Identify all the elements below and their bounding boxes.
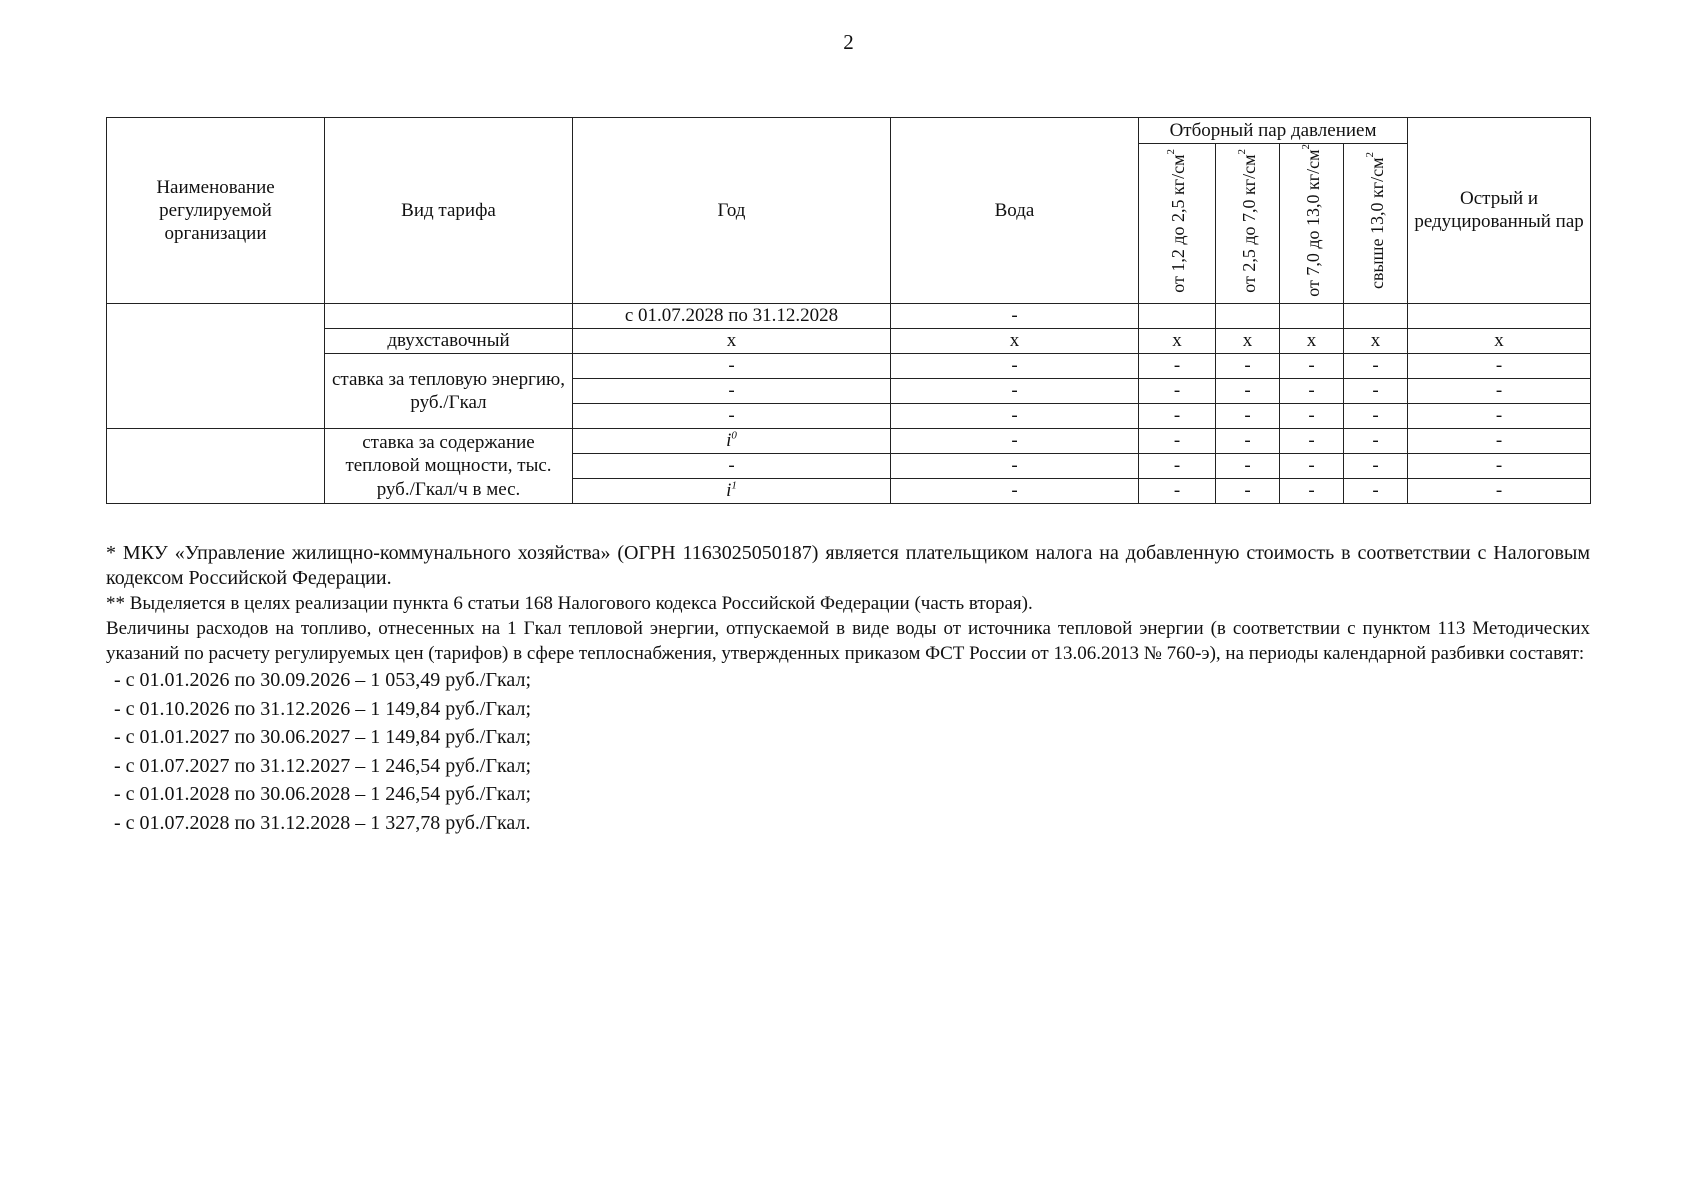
table-row: - - - - - - - (107, 378, 1591, 403)
org-cell (107, 303, 325, 428)
list-item: - с 01.01.2028 по 30.06.2028 – 1 246,54 руб./Гкал; (114, 783, 532, 805)
list-item: - с 01.07.2027 по 31.12.2027 – 1 246,54 руб./Гкал; (114, 754, 532, 777)
note-fuel-costs: Величины расходов на топливо, отнесенных на 1 Гкал тепловой энергии, отпускаемой в виде воды от источника тепловой энергии (в соответствии с пунктом 113 Методических указаний по расчету регулируемых цен (тарифов) в сфере теплоснабжения, утвержденных приказом ФСТ России от 13.06.2013 № 760-э), на периоды календарной разбивки составят: (106, 618, 1590, 664)
list-item: - с 01.01.2026 по 30.09.2026 – 1 053,49 руб./Гкал; (114, 669, 532, 691)
list-item: - с 01.01.2027 по 30.06.2027 – 1 149,84 руб./Гкал; (114, 726, 532, 748)
type-cell: двухставочный (325, 328, 573, 353)
table-row: - - - - - - - (107, 403, 1591, 428)
table-row: $i^1$ - - - - - - (107, 478, 1591, 503)
header-pressure-4: свыше 13,0 $кг/см^2$ (1344, 144, 1408, 304)
header-year: Год (573, 118, 891, 304)
table-row: двухставочный x x x x x x x (107, 328, 1591, 353)
table-row: - - - - - - - (107, 453, 1591, 478)
page-number: 2 (843, 30, 854, 54)
header-pressure-1: от 1,2 до 2,5 $кг/см^2$ (1139, 144, 1216, 304)
header-org: Наименование регулируемой организации (107, 118, 325, 304)
list-item: - с 01.07.2028 по 31.12.2028 – 1 327,78 руб./Гкал. (114, 811, 531, 834)
header-pressure-3: от 7,0 до 13,0 $кг/см^2$ (1280, 144, 1344, 304)
header-pressure-2: от 2,5 до 7,0 $кг/см^2$ (1216, 144, 1280, 304)
type-cell: ставка за содержание тепловой мощности, тыс. руб./Гкал/ч в мес. (325, 428, 573, 503)
notes-section (106, 541, 1590, 837)
header-steam-group: Отборный пар давлением (1139, 118, 1408, 144)
water-cell: - (891, 303, 1139, 328)
note-tax-code: ** Выделяется в целях реализации пункта 6 статьи 168 Налогового кодекса Российской Федерации (часть вторая). (106, 593, 1033, 614)
year-cell: с 01.07.2028 по 31.12.2028 (573, 303, 891, 328)
type-cell: ставка за тепловую энергию, руб./Гкал (325, 353, 573, 428)
note-vat: * МКУ «Управление жилищно-коммунального хозяйства» (ОГРН 1163025050187) является плательщиком налога на добавленную стоимость в соответствии с Налоговым кодексом Российской Федерации. (106, 542, 1590, 589)
table-row (107, 303, 1591, 328)
table-row: ставка за содержание тепловой мощности, тыс. руб./Гкал/ч в мес. $i^0$ - - - - - - (107, 428, 1591, 453)
list-item: - с 01.10.2026 по 31.12.2026 – 1 149,84 руб./Гкал; (114, 697, 532, 720)
table-row: ставка за тепловую энергию, руб./Гкал - - - - - - - (107, 353, 1591, 378)
year-cell: $i^0$ (573, 428, 891, 453)
header-sharp-steam: Острый и редуцированный пар (1408, 118, 1591, 304)
header-water: Вода (891, 118, 1139, 304)
org-cell (107, 428, 325, 503)
rates-list (106, 666, 1590, 837)
type-cell (325, 303, 573, 328)
year-cell: $i^1$ (573, 478, 891, 503)
tariff-table (106, 117, 1591, 504)
header-tariff-type: Вид тарифа (325, 118, 573, 304)
